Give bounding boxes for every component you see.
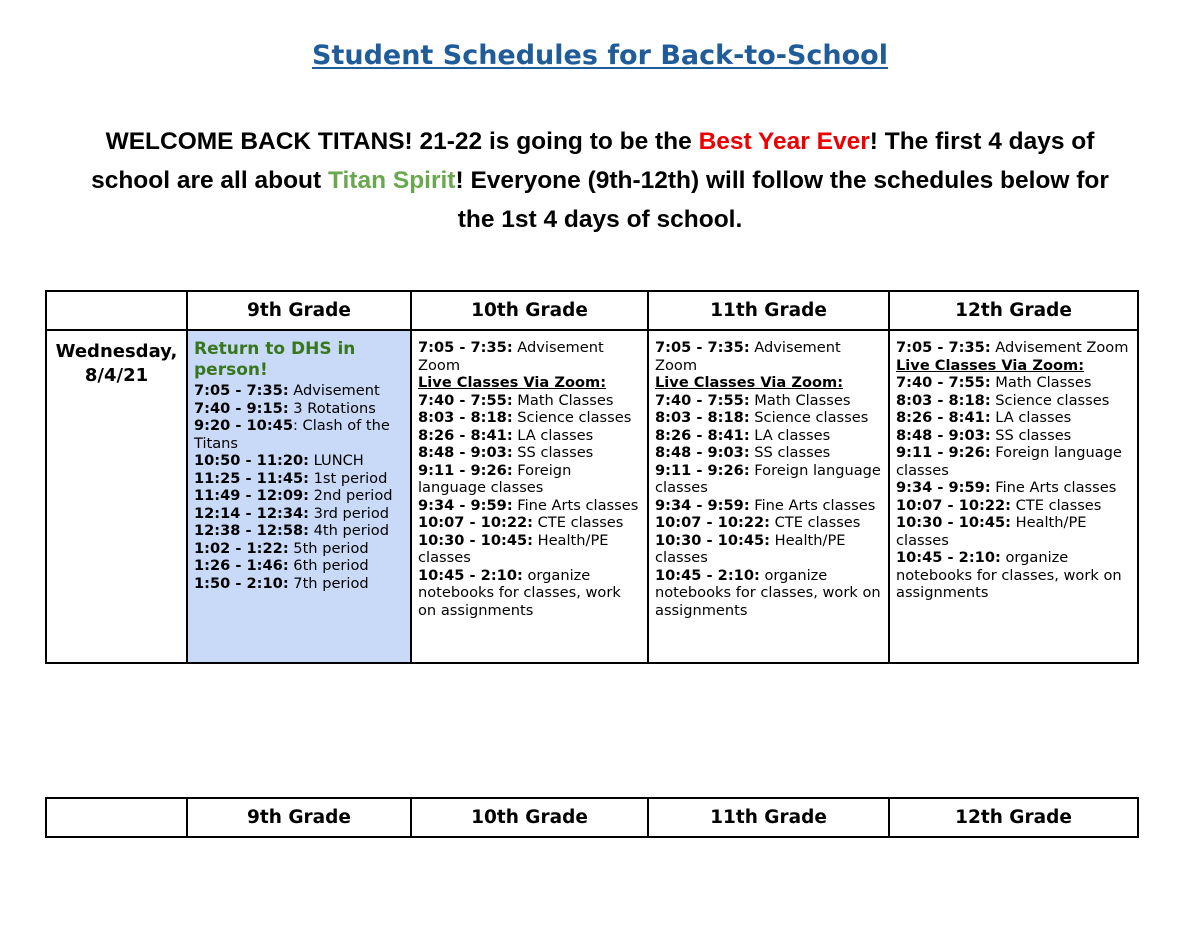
schedule-time: 7:05 - 7:35: xyxy=(194,382,289,399)
schedule-item xyxy=(194,505,406,523)
schedule-activity: Science classes xyxy=(749,409,869,426)
schedule-activity: SS classes xyxy=(990,426,1072,444)
schedule-time: 9:11 - 9:26: xyxy=(896,444,991,461)
schedule-item xyxy=(896,479,1133,497)
schedule-activity: 5th period xyxy=(288,539,369,557)
schedule-time: 10:30 - 10:45: xyxy=(418,531,533,549)
schedule-time: 10:07 - 10:22: xyxy=(655,514,770,531)
schedule-time: 8:03 - 8:18: xyxy=(418,409,513,426)
schedule-time: 9:11 - 9:26: xyxy=(655,461,750,479)
schedule-item xyxy=(655,462,884,497)
table-row xyxy=(46,330,1138,663)
schedule-activity: 1st period xyxy=(308,469,388,487)
schedule-time: 9:34 - 9:59: xyxy=(655,496,750,514)
schedule-time: 8:48 - 9:03: xyxy=(418,444,513,461)
schedule-time: 9:34 - 9:59: xyxy=(896,479,991,496)
schedule-activity: Math Classes xyxy=(990,374,1092,391)
schedule-item xyxy=(418,497,643,515)
schedule-item xyxy=(194,487,406,505)
schedule-item xyxy=(655,409,884,427)
schedule-item xyxy=(418,444,643,462)
header-10th-grade: 10th Grade xyxy=(411,291,648,330)
schedule-time: 8:48 - 9:03: xyxy=(655,444,750,461)
schedule-time: 1:50 - 2:10: xyxy=(194,574,289,592)
schedule-item xyxy=(194,400,406,418)
schedule-activity: Advisement xyxy=(288,382,380,399)
schedule-time: Live Classes Via Zoom: xyxy=(896,356,1085,374)
grade10-schedule xyxy=(411,330,648,663)
schedule-time: 7:05 - 7:35: xyxy=(896,339,991,356)
schedule-item xyxy=(418,567,643,620)
schedule-time: 12:14 - 12:34: xyxy=(194,504,309,522)
header-11th-grade: 11th Grade xyxy=(648,798,889,837)
schedule-item xyxy=(194,557,406,575)
schedule-item xyxy=(896,549,1133,602)
schedule-activity: Math Classes xyxy=(512,391,614,409)
grade9-heading: Return to DHS in person! xyxy=(194,339,356,380)
schedule-activity: SS classes xyxy=(512,444,594,461)
schedule-time: 11:49 - 12:09: xyxy=(194,487,309,504)
schedule-time: 7:05 - 7:35: xyxy=(418,339,513,356)
schedule-item xyxy=(655,497,884,515)
schedule-activity: Foreign language classes xyxy=(418,461,572,496)
schedule-activity: organize notebooks for classes, work on assignments xyxy=(418,566,621,619)
schedule-time: 8:03 - 8:18: xyxy=(896,391,991,409)
intro-highlight-titan-spirit: Titan Spirit xyxy=(327,167,456,194)
schedule-item xyxy=(418,392,643,410)
schedule-item xyxy=(194,575,406,593)
header-11th-grade: 11th Grade xyxy=(648,291,889,330)
table-header-row xyxy=(46,798,1138,837)
header-empty xyxy=(46,798,187,837)
grade9-schedule xyxy=(187,330,411,663)
intro-text-3: ! Everyone (9th-12th) will follow the schedules below for the 1st 4 days of school. xyxy=(455,167,1109,233)
schedule-time: 8:48 - 9:03: xyxy=(896,426,991,444)
schedule-item xyxy=(896,497,1133,515)
schedule-activity: Health/PE classes xyxy=(896,514,1087,549)
intro-paragraph xyxy=(70,122,1130,239)
schedule-item xyxy=(194,470,406,488)
schedule-item xyxy=(418,374,643,392)
schedule-activity: SS classes xyxy=(749,444,831,461)
schedule-time: 10:30 - 10:45: xyxy=(655,531,770,549)
schedule-time: 8:26 - 8:41: xyxy=(418,426,513,444)
schedule-item xyxy=(896,409,1133,427)
schedule-time: Live Classes Via Zoom: xyxy=(418,374,607,391)
schedule-activity: Fine Arts classes xyxy=(749,496,876,514)
schedule-time: 8:03 - 8:18: xyxy=(655,409,750,426)
schedule-time: 12:38 - 12:58: xyxy=(194,522,309,539)
schedule-activity: 3 Rotations xyxy=(288,399,376,417)
schedule-item xyxy=(655,444,884,462)
schedule-time: 7:40 - 7:55: xyxy=(418,391,513,409)
schedule-item xyxy=(655,374,884,392)
schedule-activity: : Clash of the Titans xyxy=(194,417,390,452)
schedule-activity: organize notebooks for classes, work on assignments xyxy=(655,566,881,619)
schedule-activity: 7th period xyxy=(288,574,369,592)
schedule-time: 9:20 - 10:45 xyxy=(194,417,293,434)
schedule-activity: LA classes xyxy=(512,426,594,444)
schedule-item xyxy=(896,357,1133,375)
schedule-time: 9:34 - 9:59: xyxy=(418,496,513,514)
schedule-activity: LUNCH xyxy=(308,452,364,469)
schedule-time: 10:45 - 2:10: xyxy=(418,566,523,584)
schedule-time: 10:45 - 2:10: xyxy=(655,566,760,584)
schedule-table-wednesday xyxy=(45,290,1139,664)
schedule-item xyxy=(655,514,884,532)
header-10th-grade: 10th Grade xyxy=(411,798,648,837)
schedule-activity: Advisement Zoom xyxy=(655,339,841,374)
schedule-item xyxy=(896,427,1133,445)
schedule-activity: LA classes xyxy=(990,409,1072,426)
schedule-time: 10:07 - 10:22: xyxy=(896,496,1011,514)
schedule-activity: Health/PE classes xyxy=(418,531,609,566)
header-12th-grade: 12th Grade xyxy=(889,291,1138,330)
schedule-item xyxy=(655,339,884,374)
schedule-time: 1:02 - 1:22: xyxy=(194,539,289,557)
schedule-time: 7:05 - 7:35: xyxy=(655,339,750,356)
schedule-item xyxy=(194,417,406,452)
schedule-item xyxy=(418,514,643,532)
schedule-activity: Advisement Zoom xyxy=(990,339,1129,356)
schedule-activity: Science classes xyxy=(512,409,632,426)
schedule-table-2 xyxy=(45,797,1139,838)
schedule-time: 1:26 - 1:46: xyxy=(194,557,289,574)
schedule-activity: Health/PE classes xyxy=(655,531,846,566)
schedule-item xyxy=(655,427,884,445)
schedule-activity: Advisement Zoom xyxy=(418,339,604,374)
schedule-item xyxy=(194,452,406,470)
schedule-item xyxy=(896,339,1133,357)
schedule-activity: Foreign language classes xyxy=(655,461,881,496)
schedule-item xyxy=(896,514,1133,549)
schedule-activity: Science classes xyxy=(990,391,1110,409)
schedule-time: 7:40 - 7:55: xyxy=(655,391,750,409)
schedule-time: 11:25 - 11:45: xyxy=(194,469,309,487)
schedule-item xyxy=(655,532,884,567)
schedule-item xyxy=(418,409,643,427)
table-header-row xyxy=(46,291,1138,330)
schedule-item xyxy=(418,532,643,567)
schedule-time: 8:26 - 8:41: xyxy=(655,426,750,444)
schedule-item xyxy=(194,382,406,400)
schedule-item xyxy=(418,462,643,497)
schedule-activity: organize notebooks for classes, work on assignments xyxy=(896,549,1122,601)
page-title: Student Schedules for Back-to-School xyxy=(312,40,888,71)
schedule-item xyxy=(896,444,1133,479)
schedule-activity: Fine Arts classes xyxy=(990,479,1117,496)
schedule-time: 7:40 - 7:55: xyxy=(896,374,991,391)
header-12th-grade: 12th Grade xyxy=(889,798,1138,837)
header-9th-grade: 9th Grade xyxy=(187,291,411,330)
schedule-activity: LA classes xyxy=(749,426,831,444)
schedule-activity: CTE classes xyxy=(769,514,861,531)
schedule-activity: CTE classes xyxy=(532,514,624,531)
grade11-schedule xyxy=(648,330,889,663)
schedule-item xyxy=(655,567,884,620)
schedule-item xyxy=(896,374,1133,392)
schedule-time: 10:30 - 10:45: xyxy=(896,514,1011,531)
schedule-activity: 3rd period xyxy=(308,504,390,522)
schedule-item xyxy=(194,522,406,540)
schedule-time: 7:40 - 9:15: xyxy=(194,399,289,417)
schedule-time: 10:07 - 10:22: xyxy=(418,514,533,531)
intro-text-1: WELCOME BACK TITANS! 21-22 is going to be the xyxy=(105,128,699,155)
header-empty xyxy=(46,291,187,330)
schedule-activity: Fine Arts classes xyxy=(512,496,639,514)
schedule-time: 8:26 - 8:41: xyxy=(896,409,991,426)
schedule-time: 10:45 - 2:10: xyxy=(896,549,1001,566)
schedule-item xyxy=(194,540,406,558)
schedule-activity: 4th period xyxy=(308,522,389,539)
intro-text-2: ! The first 4 days of school are all about xyxy=(91,128,1095,194)
schedule-activity: 6th period xyxy=(288,557,369,574)
schedule-time: 9:11 - 9:26: xyxy=(418,461,513,479)
schedule-time: Live Classes Via Zoom: xyxy=(655,374,844,391)
schedule-item xyxy=(418,427,643,445)
schedule-activity: Math Classes xyxy=(749,391,851,409)
schedule-item xyxy=(655,392,884,410)
schedule-time: 10:50 - 11:20: xyxy=(194,452,309,469)
schedule-item xyxy=(896,392,1133,410)
day-label: Wednesday, 8/4/21 xyxy=(46,330,187,663)
grade12-schedule xyxy=(889,330,1138,663)
header-9th-grade: 9th Grade xyxy=(187,798,411,837)
schedule-item xyxy=(418,339,643,374)
schedule-activity: 2nd period xyxy=(308,487,393,504)
schedule-activity: Foreign language classes xyxy=(896,444,1122,479)
intro-highlight-best-year: Best Year Ever xyxy=(698,128,870,155)
schedule-activity: CTE classes xyxy=(1010,496,1102,514)
